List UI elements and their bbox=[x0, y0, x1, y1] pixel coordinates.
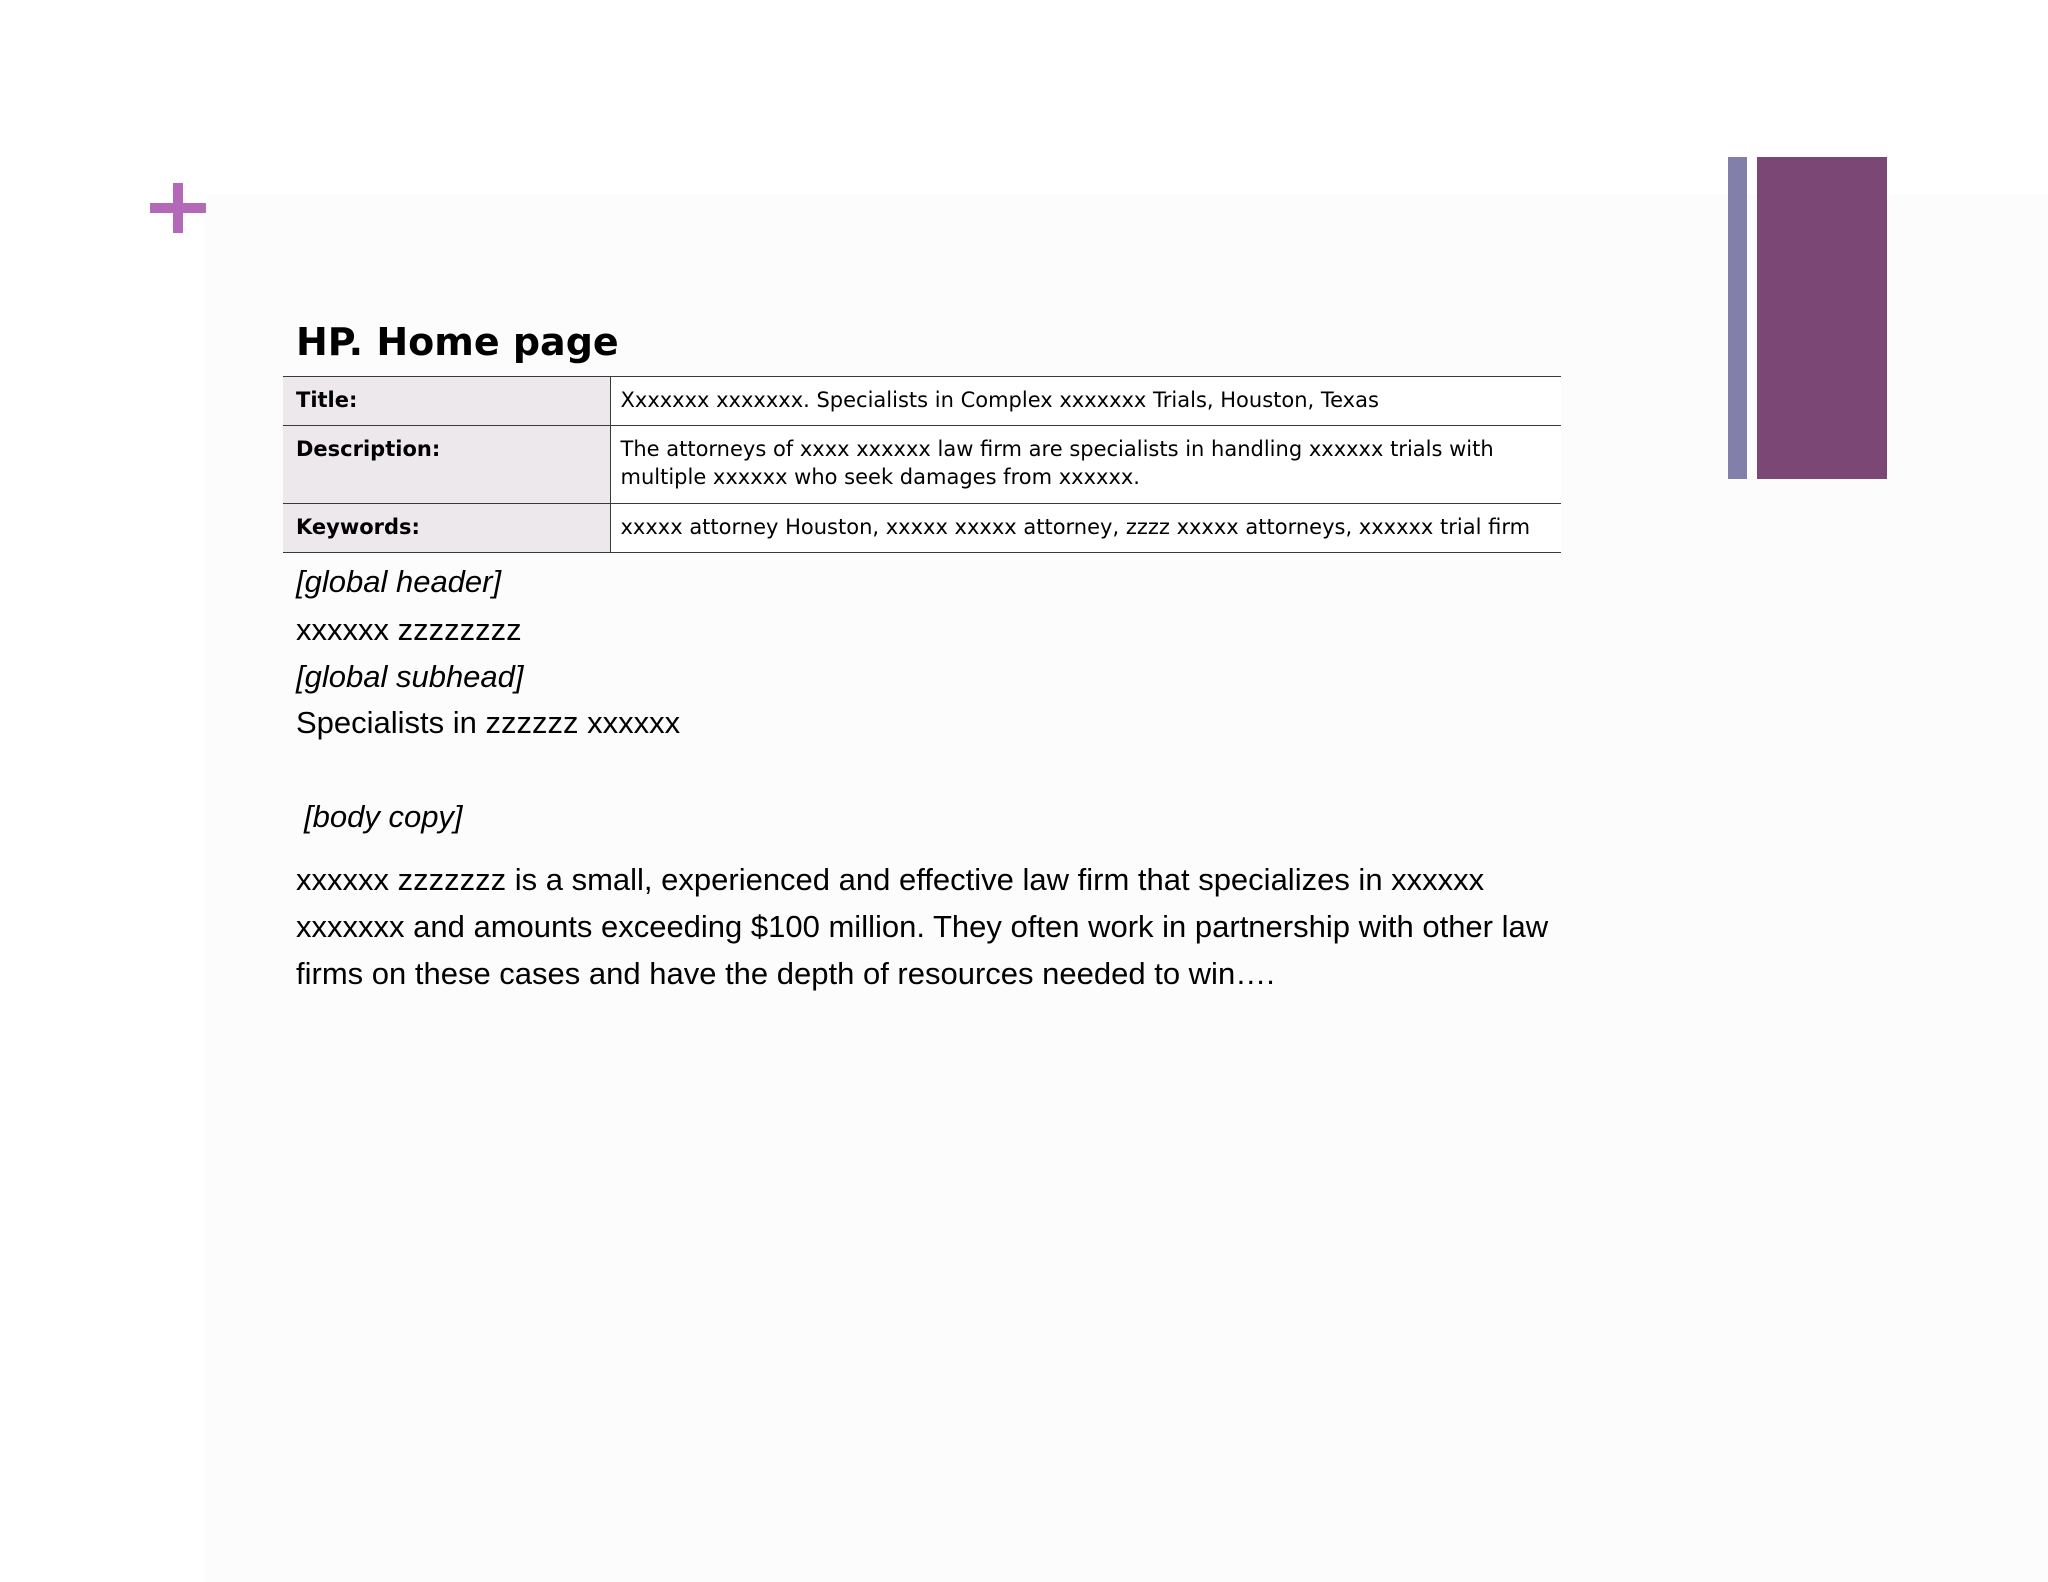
accent-bar-wide bbox=[1757, 157, 1887, 479]
global-subhead-label: [global subhead] bbox=[296, 659, 524, 694]
global-header-label: [global header] bbox=[296, 564, 502, 599]
accent-bar-narrow bbox=[1728, 157, 1747, 479]
description-label: Description: bbox=[283, 426, 610, 504]
plus-icon bbox=[150, 183, 206, 233]
global-subhead-text: Specialists in zzzzzz xxxxxx bbox=[296, 705, 681, 740]
seo-meta-table bbox=[283, 376, 1561, 553]
table-row-keywords bbox=[283, 504, 1561, 553]
keywords-label: Keywords: bbox=[283, 504, 610, 553]
plus-icon-vertical-bar bbox=[173, 183, 183, 233]
description-value: The attorneys of xxxx xxxxxx law firm are specialists in handling xxxxxx trials with multiple xxxxxx who seek damages from xxxxxx. bbox=[610, 426, 1561, 504]
page-title: HP. Home page bbox=[296, 320, 619, 364]
body-copy-label: [body copy] bbox=[304, 799, 463, 834]
title-value: Xxxxxxx xxxxxxx. Specialists in Complex xxxxxxx Trials, Houston, Texas bbox=[610, 377, 1561, 426]
table-row-title bbox=[283, 377, 1561, 426]
title-label: Title: bbox=[283, 377, 610, 426]
table-row-description bbox=[283, 426, 1561, 504]
keywords-value: xxxxx attorney Houston, xxxxx xxxxx attorney, zzzz xxxxx attorneys, xxxxxx trial firm bbox=[610, 504, 1561, 553]
global-header-text: xxxxxx zzzzzzzz bbox=[296, 612, 522, 647]
body-copy-text: xxxxxx zzzzzzz is a small, experienced and effective law firm that specializes in xxxxxx xxxxxxx and amounts exceeding $100 million. They often work in partnership with other law firms on these cases and have the depth of resources needed to win…. bbox=[296, 862, 1549, 991]
